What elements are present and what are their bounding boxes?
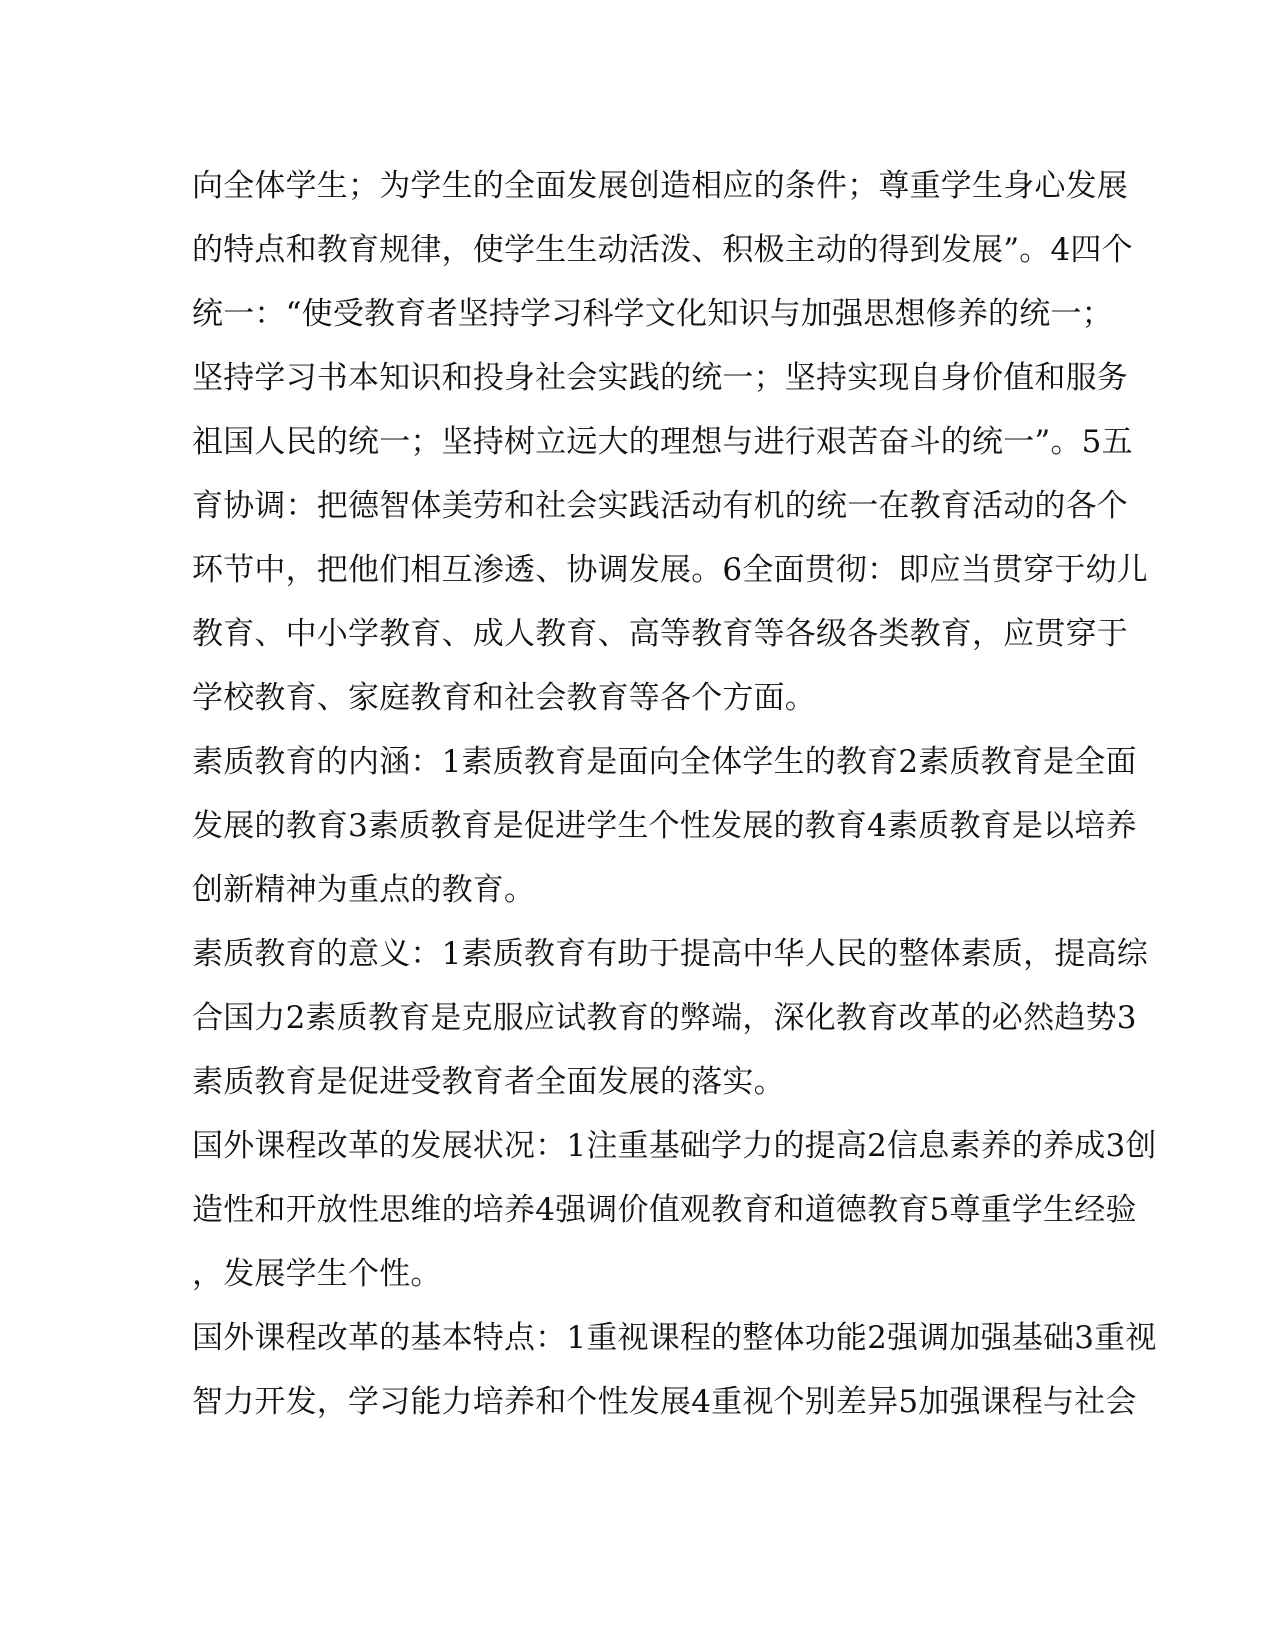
- text-line: 坚持学习书本知识和投身社会实践的统一；坚持实现自身价值和服务: [192, 360, 1128, 396]
- document-body: [192, 154, 1157, 1434]
- text-line: 学校教育、家庭教育和社会教育等各个方面。: [192, 680, 816, 716]
- text-line: 造性和开放性思维的培养4强调价值观教育和道德教育5尊重学生经验: [192, 1192, 1137, 1228]
- text-line: 教育、中小学教育、成人教育、高等教育等各级各类教育，应贯穿于: [192, 616, 1128, 652]
- text-line: 环节中，把他们相互渗透、协调发展。6全面贯彻：即应当贯穿于幼儿: [192, 552, 1148, 588]
- text-line: ，发展学生个性。: [192, 1256, 442, 1292]
- text-line: 的特点和教育规律，使学生生动活泼、积极主动的得到发展”。4四个: [192, 232, 1133, 268]
- text-line: 创新精神为重点的教育。: [192, 872, 536, 908]
- text-line: 育协调：把德智体美劳和社会实践活动有机的统一在教育活动的各个: [192, 488, 1128, 524]
- text-line: 素质教育是促进受教育者全面发展的落实。: [192, 1064, 785, 1100]
- text-line: 国外课程改革的发展状况：1注重基础学力的提高2信息素养的养成3创: [192, 1128, 1157, 1164]
- text-line: 合国力2素质教育是克服应试教育的弊端，深化教育改革的必然趋势3: [192, 1000, 1137, 1036]
- text-line: 素质教育的意义：1素质教育有助于提高中华人民的整体素质，提高综: [192, 936, 1148, 972]
- text-line: 发展的教育3素质教育是促进学生个性发展的教育4素质教育是以培养: [192, 808, 1137, 844]
- text-line: 向全体学生；为学生的全面发展创造相应的条件；尊重学生身心发展: [192, 168, 1128, 204]
- text-line: 素质教育的内涵：1素质教育是面向全体学生的教育2素质教育是全面: [192, 744, 1137, 780]
- text-line: 智力开发，学习能力培养和个性发展4重视个别差异5加强课程与社会: [192, 1384, 1137, 1420]
- text-line: 祖国人民的统一；坚持树立远大的理想与进行艰苦奋斗的统一”。5五: [192, 424, 1133, 460]
- text-line: 国外课程改革的基本特点：1重视课程的整体功能2强调加强基础3重视: [192, 1320, 1157, 1356]
- text-line: 统一：“使受教育者坚持学习科学文化知识与加强思想修养的统一；: [192, 296, 1113, 332]
